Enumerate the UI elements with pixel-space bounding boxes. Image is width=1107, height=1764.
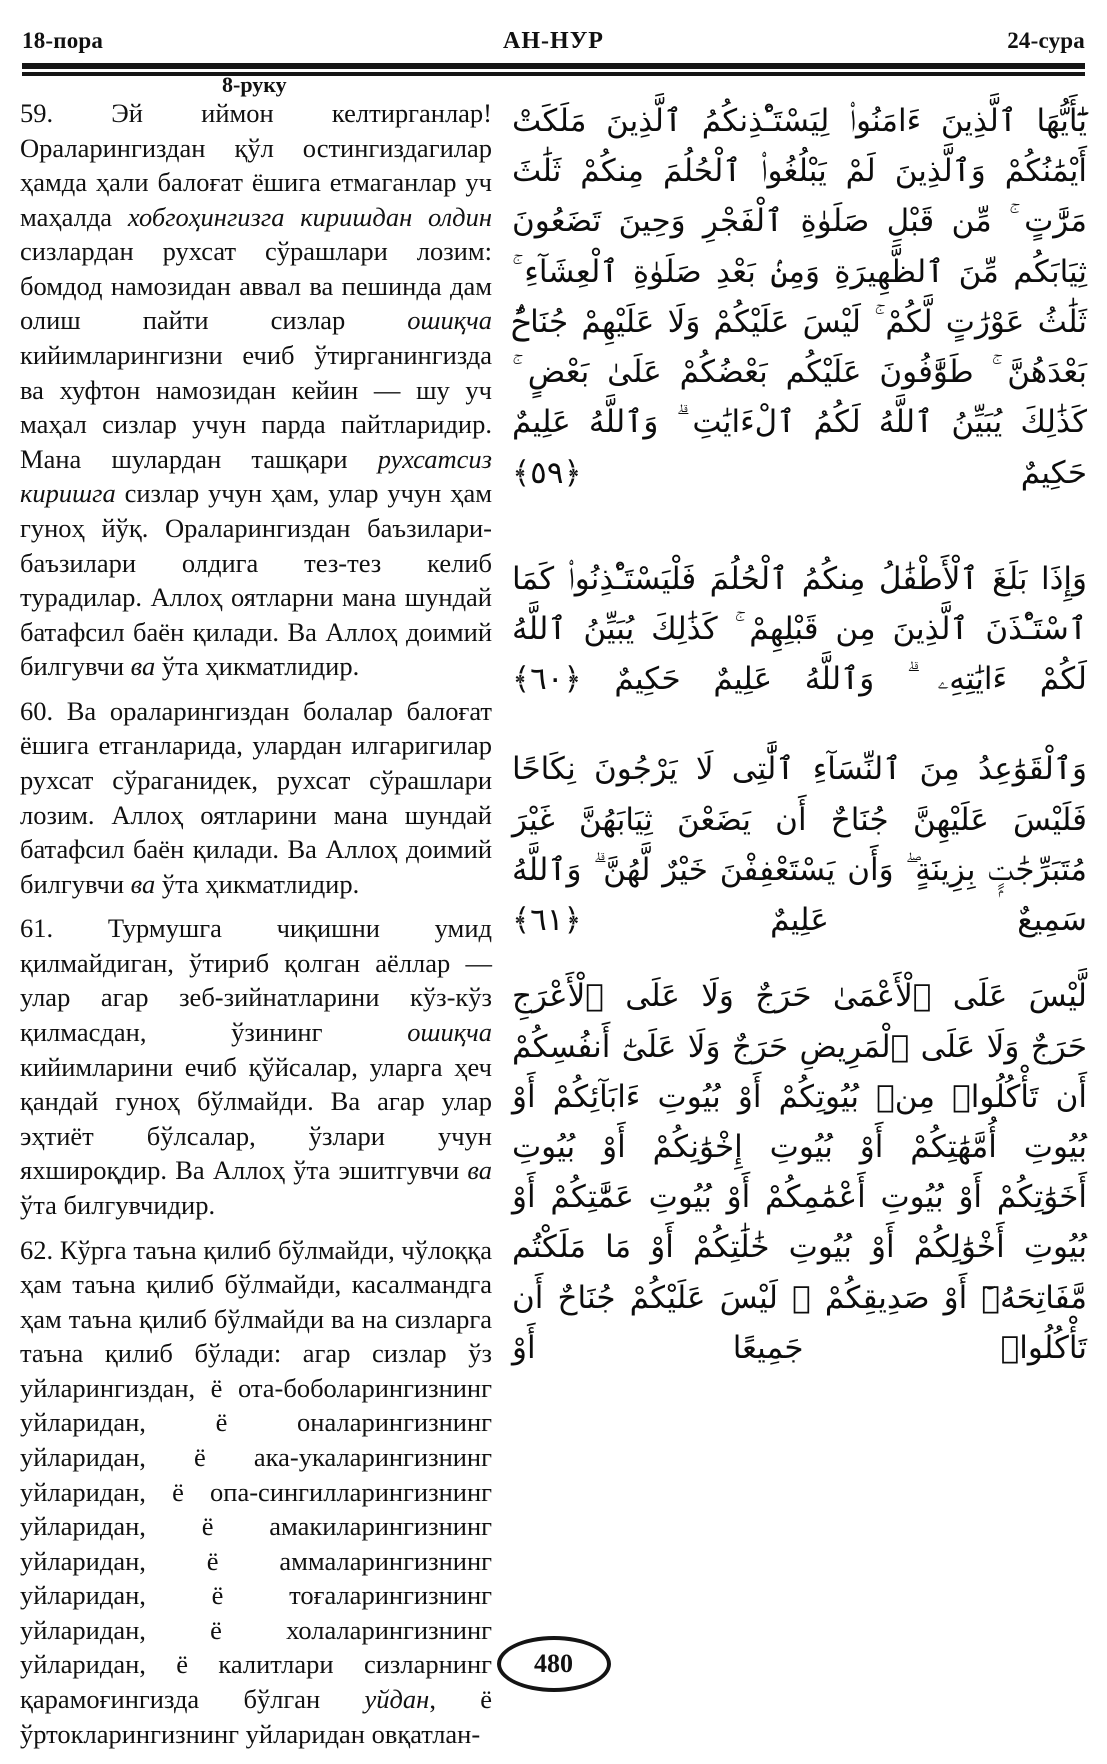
- running-head-surah-number: 24-сура: [1007, 28, 1085, 53]
- verse-text: сизлар учун ҳам, улар учун ҳам гуноҳ йўқ. Ораларингиздан баъзилари-баъзилари олдига тез-тез келиб турадилар. Аллоҳ оятларни мана шундай батафсил баён қилади. Ва Аллоҳ доимий билгувчи: [20, 478, 492, 682]
- uzbek-translation-column: [20, 96, 492, 1751]
- page-number-badge: [497, 1636, 611, 1692]
- running-head-juz: 18-пора: [22, 28, 104, 53]
- emphasis-text: рухсатсиз киришга: [20, 443, 492, 509]
- emphasis-text: ва: [130, 651, 156, 682]
- verse-text: ўта ҳикматлидир.: [155, 868, 360, 899]
- ruku-label: 8-руку: [222, 72, 287, 97]
- verse-text: кийимларини ечиб қўйсалар, уларга ҳеч қандай гуноҳ бўлмайди. Ва агар улар эҳтиёт бўлсалар, ўзлари учун яхшироқдир. Ва Аллоҳ ўта эшитгувчи: [20, 1051, 492, 1186]
- emphasis-text: уйдан: [364, 1684, 430, 1715]
- verse-text: 61. Турмушга чиқишни умид қилмайдиган, ўтириб қолган аёллар — улар агар зеб-зийнатларини кўз-кўз қилмасдан, ўзининг: [20, 913, 492, 1048]
- running-head: [22, 28, 1085, 62]
- verse-text: кийимларингизни ечиб ўтирганингизда ва хуфтон намозидан кейин — шу уч маҳал сизлар учун парда пайтларидир. Мана шулардан ташқари: [20, 340, 492, 474]
- page-number-text: 480: [534, 1649, 573, 1678]
- emphasis-text: ошиқча: [407, 305, 492, 336]
- verse-text: 62. Кўрга таъна қилиб бўлмайди, чўлоққа ҳам таъна қилиб бўлмайди, касалмандга ҳам таъна қилиб бўлмайди ва на сизларга таъна қилиб бўлади: агар сизлар ўз уйларингиздан, ё ота-боболарингизнинг уйларидан, ё оналарингизнинг уйларидан, ё ака-укаларингизнинг уйларидан, ё опа-сингилларингизнинг уйларидан, ё амакиларингизнинг уйларидан, ё аммаларингизнинг уйларидан, ё тоғаларингизнинг уйларидан, ё холаларингизнинг уйларидан, ё калитлари сизларнинг қарамоғингизда бўлган: [20, 1234, 492, 1715]
- arabic-ayah-62: لَّيْسَ عَلَى ٱلْأَعْمَىٰ حَرَجٌ وَلَا عَلَى ٱلْأَعْرَجِ حَرَجٌ وَلَا عَلَى ٱلْمَرِيضِ حَرَجٌ وَلَا عَلَىٰٓ أَنفُسِكُمْ أَن تَأْكُلُوا۟ مِنۢ بُيُوتِكُمْ أَوْ بُيُوتِ ءَابَآئِكُمْ أَوْ بُيُوتِ أُمَّهَٰتِكُمْ أَوْ بُيُوتِ إِخْوَٰنِكُمْ أَوْ بُيُوتِ أَخَوَٰتِكُمْ أَوْ بُيُوتِ أَعْمَٰمِكُمْ أَوْ بُيُوتِ عَمَّٰتِكُمْ أَوْ بُيُوتِ أَخْوَٰلِكُمْ أَوْ بُيُوتِ خَٰلَٰتِكُمْ أَوْ مَا مَلَكْتُم مَّفَاتِحَهُۥٓ أَوْ صَدِيقِكُمْ ۚ لَيْسَ عَلَيْكُمْ جُنَاحٌ أَن تَأْكُلُوا۟ جَمِيعًا أَوْ: [512, 978, 1087, 1366]
- verse-text: ўта ҳикматлидир.: [155, 651, 360, 682]
- arabic-ayah-59: يَٰٓأَيُّهَا ٱلَّذِينَ ءَامَنُوا۟ لِيَسْتَـْٔذِنكُمُ ٱلَّذِينَ مَلَكَتْ أَيْمَٰنُكُمْ وَٱلَّذِينَ لَمْ يَبْلُغُوا۟ ٱلْحُلُمَ مِنكُمْ ثَلَٰثَ مَرَّٰتٍ ۚ مِّن قَبْلِ صَلَوٰةِ ٱلْفَجْرِ وَحِينَ تَضَعُونَ ثِيَابَكُم مِّنَ ٱلظَّهِيرَةِ وَمِنۢ بَعْدِ صَلَوٰةِ ٱلْعِشَآءِ ۚ ثَلَٰثُ عَوْرَٰتٍ لَّكُمْ ۚ لَيْسَ عَلَيْكُمْ وَلَا عَلَيْهِمْ جُنَاحٌۢ بَعْدَهُنَّ ۚ طَوَّٰفُونَ عَلَيْكُم بَعْضُكُمْ عَلَىٰ بَعْضٍ ۚ كَذَٰلِكَ يُبَيِّنُ ٱللَّهُ لَكُمُ ٱلْءَايَٰتِ ۗ وَٱللَّهُ عَلِيمٌ حَكِيمٌ ﴿٥٩﴾: [512, 103, 1087, 491]
- arabic-text-column: [512, 96, 1087, 1373]
- verse-text: 60. Ва ораларингиздан болалар балоғат ёшига етганларида, улардан илгаригилар рухсат сўраганидек, рухсат сўрашлари лозим. Аллоҳ оятларини мана шундай батафсил баён қилади. Ва Аллоҳ доимий билгувчи: [20, 695, 492, 899]
- emphasis-text: ва: [130, 868, 156, 899]
- uzbek-verse-62: [20, 1233, 492, 1752]
- emphasis-text: ва: [467, 1155, 492, 1186]
- verse-text: 59. Эй иймон келтирганлар! Ораларингиздан қўл остингиздагилар ҳамда ҳали балоғат ёшига етмаганлар уч маҳалда: [20, 98, 492, 232]
- divider-thin-line: [22, 72, 1085, 76]
- verse-text: , ё ўртокларингизнинг уйларидан овқатлан-: [20, 1684, 492, 1749]
- uzbek-verse-59: [20, 96, 492, 684]
- emphasis-text: ошиқча: [407, 1017, 492, 1048]
- verse-text: ўта билгувчидир.: [20, 1189, 216, 1220]
- emphasis-text: хобгоҳингизга киришдан олдин: [127, 201, 492, 232]
- uzbek-verse-61: [20, 911, 492, 1222]
- uzbek-verse-60: [20, 694, 492, 901]
- arabic-ayah-61: وَٱلْقَوَٰعِدُ مِنَ ٱلنِّسَآءِ ٱلَّٰتِى لَا يَرْجُونَ نِكَاحًا فَلَيْسَ عَلَيْهِنَّ جُنَاحٌ أَن يَضَعْنَ ثِيَابَهُنَّ غَيْرَ مُتَبَرِّجَٰتٍۭ بِزِينَةٍ ۖ وَأَن يَسْتَعْفِفْنَ خَيْرٌ لَّهُنَّ ۗ وَٱللَّهُ سَمِيعٌ عَلِيمٌ ﴿٦١﴾: [512, 751, 1087, 939]
- arabic-ayah-60: وَإِذَا بَلَغَ ٱلْأَطْفَٰلُ مِنكُمُ ٱلْحُلُمَ فَلْيَسْتَـْٔذِنُوا۟ كَمَا ٱسْتَـْٔذَنَ ٱلَّذِينَ مِن قَبْلِهِمْ ۚ كَذَٰلِكَ يُبَيِّنُ ٱللَّهُ لَكُمْ ءَايَٰتِهِۦ ۗ وَٱللَّهُ عَلِيمٌ حَكِيمٌ ﴿٦٠﴾: [512, 560, 1087, 698]
- verse-text: сизлардан рухсат сўрашлари лозим: бомдод намозидан аввал ва пешинда дам олиш пайти сизлар: [20, 236, 492, 336]
- header-divider: [22, 63, 1085, 76]
- running-head-surah-name: АН-НУР: [503, 28, 604, 54]
